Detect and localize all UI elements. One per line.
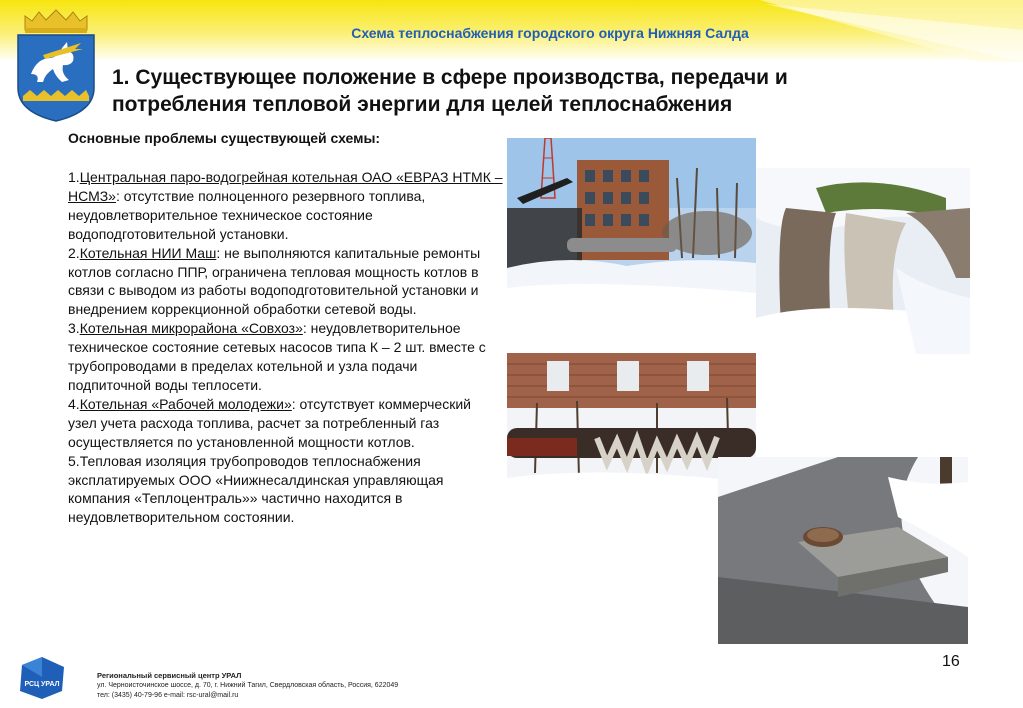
problem-number: 2. <box>68 244 80 261</box>
problem-number: 1. <box>68 169 80 185</box>
photo-boiler-house <box>507 138 756 325</box>
page-number: 16 <box>942 653 960 670</box>
problem-number: 5. <box>68 452 80 469</box>
problem-link[interactable]: Котельная НИИ Маш <box>79 244 217 261</box>
footer-logo-text: РСЦ УРАЛ <box>24 681 60 688</box>
header-title: Схема теплоснабжения городского округа Нижняя Салда <box>351 25 749 41</box>
problem-number: 4. <box>68 395 80 412</box>
problem-number: 3. <box>68 320 80 337</box>
problem-item <box>68 168 503 244</box>
rsc-ural-logo-icon <box>16 655 68 701</box>
slide-title-line2: потребления тепловой энергии для целей теплоснабжения <box>112 93 733 116</box>
problems-list <box>68 168 503 527</box>
photo-insulated-pipe <box>756 168 970 354</box>
problem-item <box>68 244 503 320</box>
slide-title <box>112 64 912 118</box>
footer-contacts: тел: (3435) 40-79-96 e-mail: rsc-ural@mail.ru <box>97 692 239 699</box>
footer-org: Региональный сервисный центр УРАЛ <box>97 671 242 680</box>
problem-text: : не выполняются капитальные ремонты котлов согласно ППР, ограничена тепловая мощность котлов в связи с выводом из работы водоподготовительной установки и внедрением коррекционной обработки сетевой воды. <box>68 244 481 318</box>
problem-link[interactable]: Центральная паро-водогрейная котельная ОАО «ЕВРАЗ НТМК – НСМЗ» <box>68 169 503 204</box>
problem-item <box>68 395 503 452</box>
problem-link[interactable]: Котельная микрорайона «Совхоз» <box>79 320 303 337</box>
problem-item <box>68 452 503 528</box>
footer-info <box>97 671 398 701</box>
footer-address: ул. Черноисточинское шоссе, д. 70, г. Нижний Тагил, Свердловская область, Россия, 622049 <box>97 682 399 689</box>
problem-link[interactable]: Котельная «Рабочей молодежи» <box>79 395 292 412</box>
problems-heading: Основные проблемы существующей схемы: <box>68 130 381 146</box>
problem-text: : отсутствует коммерческий узел учета расхода топлива, расчет за потребленный газ осуществляется по установленной мощности котлов. <box>68 395 471 450</box>
problem-text: : неудовлетворительное техническое состояние сетевых насосов типа К – 2 шт. вместе с трубопроводами в пределах котельной и узла подачи подпиточной воды теплосети. <box>68 320 486 393</box>
problem-text: Тепловая изоляция трубопроводов теплоснабжения эксплатируемых ООО «Ниижнесалдинская управляющая компания «Теплоцентраль»» частично находится в неудовлетворительном состоянии. <box>68 452 444 526</box>
photo-manhole <box>718 457 968 644</box>
problem-text: : отсутствие полноценного резервного топлива, неудовлетворительное техническое состояние водоподготовительной установки. <box>68 187 426 242</box>
slide-title-line1: 1. Существующее положение в сфере производства, передачи и <box>112 66 788 89</box>
problem-item <box>68 319 503 395</box>
coat-of-arms-icon <box>15 8 97 123</box>
